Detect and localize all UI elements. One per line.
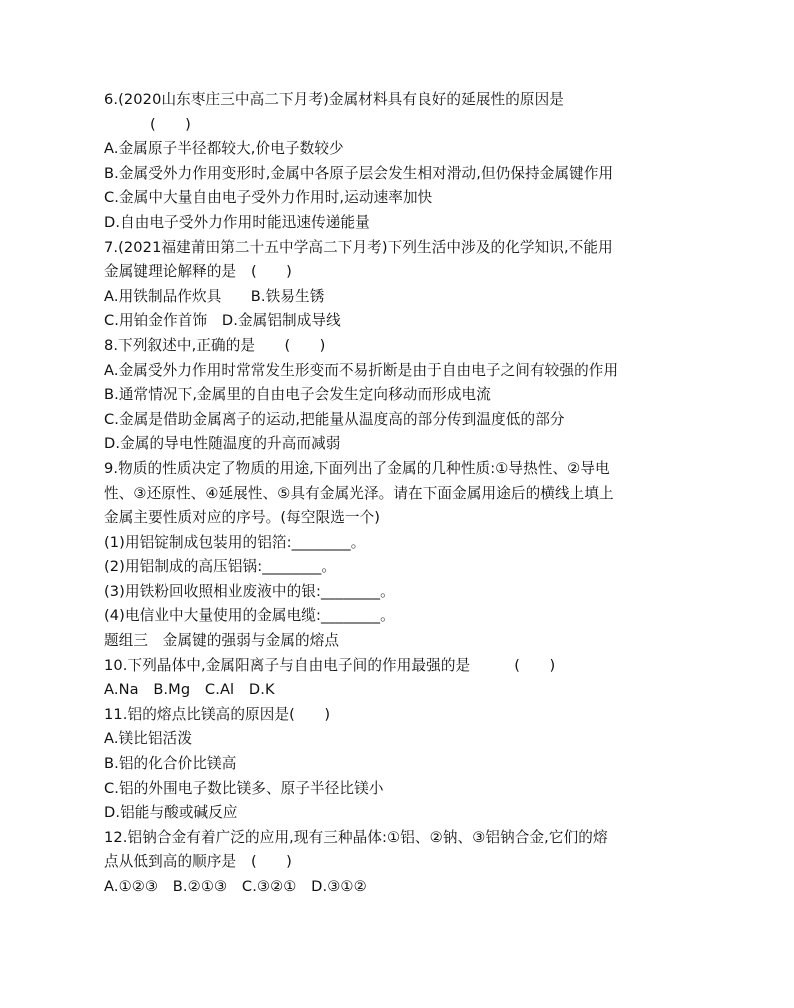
question-8-stem: 8.下列叙述中,正确的是 ( ) (104, 336, 326, 354)
question-9-part-2: (2)用铝制成的高压铝锅:________。 (104, 558, 337, 576)
question-6-answer-blank: ( ) (150, 115, 191, 133)
question-9-stem-line-3: 金属主要性质对应的序号。(每空限选一个) (104, 509, 381, 527)
question-8-option-d: D.金属的导电性随温度的升高而减弱 (104, 435, 341, 453)
question-9-part-3: (3)用铁粉回收照相业废液中的银:________。 (104, 582, 395, 600)
question-7-options-ab: A.用铁制品作炊具 B.铁易生锈 (104, 287, 325, 305)
question-8-option-b: B.通常情况下,金属里的自由电子会发生定向移动而形成电流 (104, 386, 491, 404)
question-11-option-d: D.铝能与酸或碱反应 (104, 804, 238, 822)
question-8-option-a: A.金属受外力作用时常常发生形变而不易折断是由于自由电子之间有较强的作用 (104, 361, 619, 379)
question-11-option-b: B.铝的化合价比镁高 (104, 755, 237, 773)
question-9-stem-line-1: 9.物质的性质决定了物质的用途,下面列出了金属的几种性质:①导热性、②导电 (104, 459, 610, 477)
question-7-stem-line-1: 7.(2021福建莆田第二十五中学高二下月考)下列生活中涉及的化学知识,不能用 (104, 238, 613, 256)
question-10-stem: 10.下列晶体中,金属阳离子与自由电子间的作用最强的是 ( ) (104, 656, 556, 674)
question-9-part-4: (4)电信业中大量使用的金属电缆:________。 (104, 607, 395, 625)
question-6-option-a: A.金属原子半径都较大,价电子数较少 (104, 140, 344, 158)
question-6-option-c: C.金属中大量自由电子受外力作用时,运动速率加快 (104, 189, 433, 207)
question-7-options-cd: C.用铂金作首饰 D.金属铝制成导线 (104, 312, 341, 330)
question-11-option-a: A.镁比铝活泼 (104, 730, 193, 748)
question-10-options: A.Na B.Mg C.Al D.K (104, 681, 275, 699)
question-12-stem-line-2: 点从低到高的顺序是 ( ) (104, 853, 292, 871)
worksheet-page (104, 88, 704, 900)
question-9-stem-line-2: 性、③还原性、④延展性、⑤具有金属光泽。请在下面金属用途后的横线上填上 (104, 484, 614, 502)
question-11-stem: 11.铝的熔点比镁高的原因是( ) (104, 705, 331, 723)
question-12-stem-line-1: 12.铝钠合金有着广泛的应用,现有三种晶体:①铝、②钠、③铝钠合金,它们的熔 (104, 828, 608, 846)
question-12-options: A.①②③ B.②①③ C.③②① D.③①② (104, 878, 367, 895)
section-heading-group-3: 题组三 金属键的强弱与金属的熔点 (104, 632, 340, 650)
question-7-stem-line-2: 金属键理论解释的是 ( ) (104, 263, 292, 281)
question-6-option-d: D.自由电子受外力作用时能迅速传递能量 (104, 213, 370, 231)
question-6-stem: 6.(2020山东枣庄三中高二下月考)金属材料具有良好的延展性的原因是 (104, 91, 564, 108)
question-8-option-c: C.金属是借助金属离子的运动,把能量从温度高的部分传到温度低的部分 (104, 410, 565, 428)
question-11-option-c: C.铝的外围电子数比镁多、原子半径比镁小 (104, 779, 384, 797)
question-6-option-b: B.金属受外力作用变形时,金属中各原子层会发生相对滑动,但仍保持金属键作用 (104, 164, 614, 182)
question-9-part-1: (1)用铝锭制成包装用的铝箔:________。 (104, 533, 366, 551)
